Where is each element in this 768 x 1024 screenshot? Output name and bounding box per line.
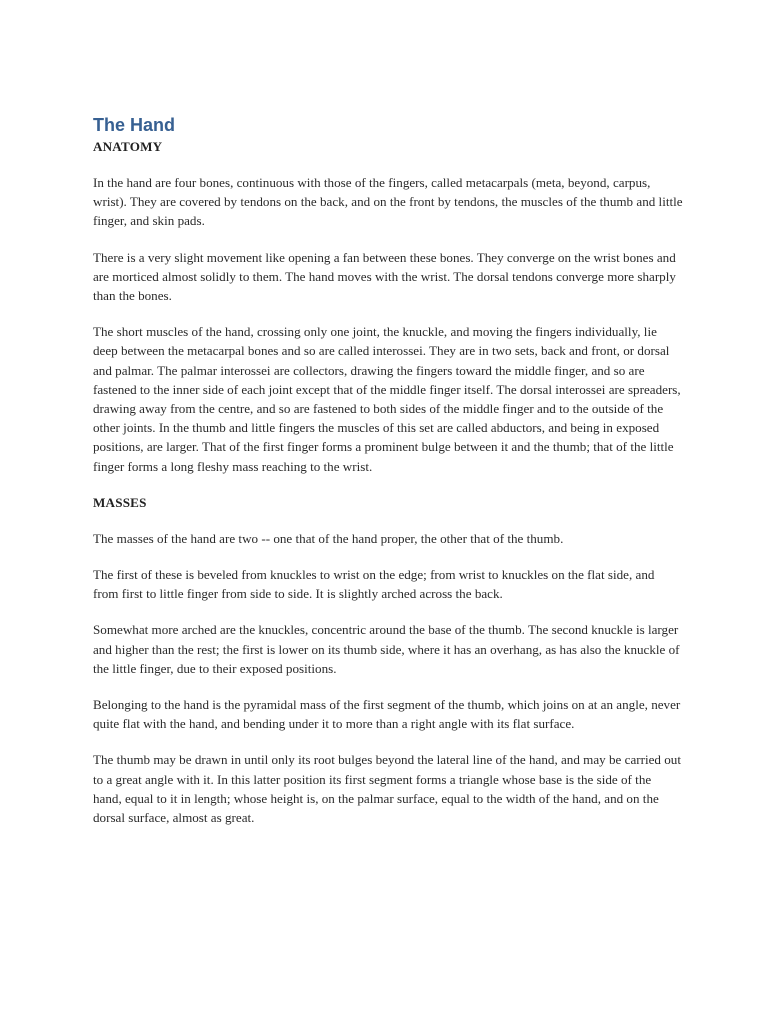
paragraph: The masses of the hand are two -- one that of the hand proper, the other that of the thumb. — [93, 530, 564, 546]
paragraph: Belonging to the hand is the pyramidal mass of the first segment of the thumb, which joins on at an angle, never quite flat with the hand, and bending under it to more than a right angle with its flat surface. — [93, 697, 681, 732]
document-content — [93, 113, 683, 844]
paragraph: In the hand are four bones, continuous with those of the fingers, called metacarpals (meta, beyond, carpus, wrist). They are covered by tendons on the back, and on the front by tendons, the muscles of the thumb and little finger, and skin pads. — [93, 175, 683, 229]
paragraph: The first of these is beveled from knuckles to wrist on the edge; from wrist to knuckles on the flat side, and from first to little finger from side to side. It is slightly arched across the back. — [93, 567, 655, 602]
section-anatomy — [93, 137, 683, 476]
section-masses — [93, 493, 683, 827]
paragraph: Somewhat more arched are the knuckles, concentric around the base of the thumb. The second knuckle is larger and higher than the rest; the first is lower on its thumb side, where it has an overhang, as has also the knuckle of the little finger, due to their exposed positions. — [93, 622, 680, 676]
paragraph: The thumb may be drawn in until only its root bulges beyond the lateral line of the hand, and may be carried out to a great angle with it. In this latter position its first segment forms a triangle whose base is the side of the hand, equal to it in length; whose height is, on the palmar surface, equal to the width of the hand, and on the dorsal surface, almost as great. — [93, 752, 681, 826]
section-heading-masses: MASSES — [93, 494, 147, 510]
paragraph: The short muscles of the hand, crossing only one joint, the knuckle, and moving the fingers individually, lie deep between the metacarpal bones and so are called interossei. They are in two sets, back and front, or dorsal and palmar. The palmar interossei are collectors, drawing the fingers toward the middle finger, and so are fastened to the inner side of each joint except that of the middle finger itself. The dorsal interossei are spreaders, drawing away from the centre, and so are fastened to both sides of the middle finger and to the outside of the other joints. In the thumb and little fingers the muscles of this set are called abductors, and being in exposed positions, are larger. That of the first finger forms a prominent bulge between it and the thumb; that of the little finger forms a long fleshy mass reaching to the wrist. — [93, 324, 681, 474]
section-heading-anatomy: ANATOMY — [93, 139, 163, 154]
paragraph: There is a very slight movement like opening a fan between these bones. They converge on the wrist bones and are morticed almost solidly to them. The hand moves with the wrist. The dorsal tendons converge more sharply than the bones. — [93, 249, 676, 304]
page-title: The Hand — [93, 115, 176, 135]
